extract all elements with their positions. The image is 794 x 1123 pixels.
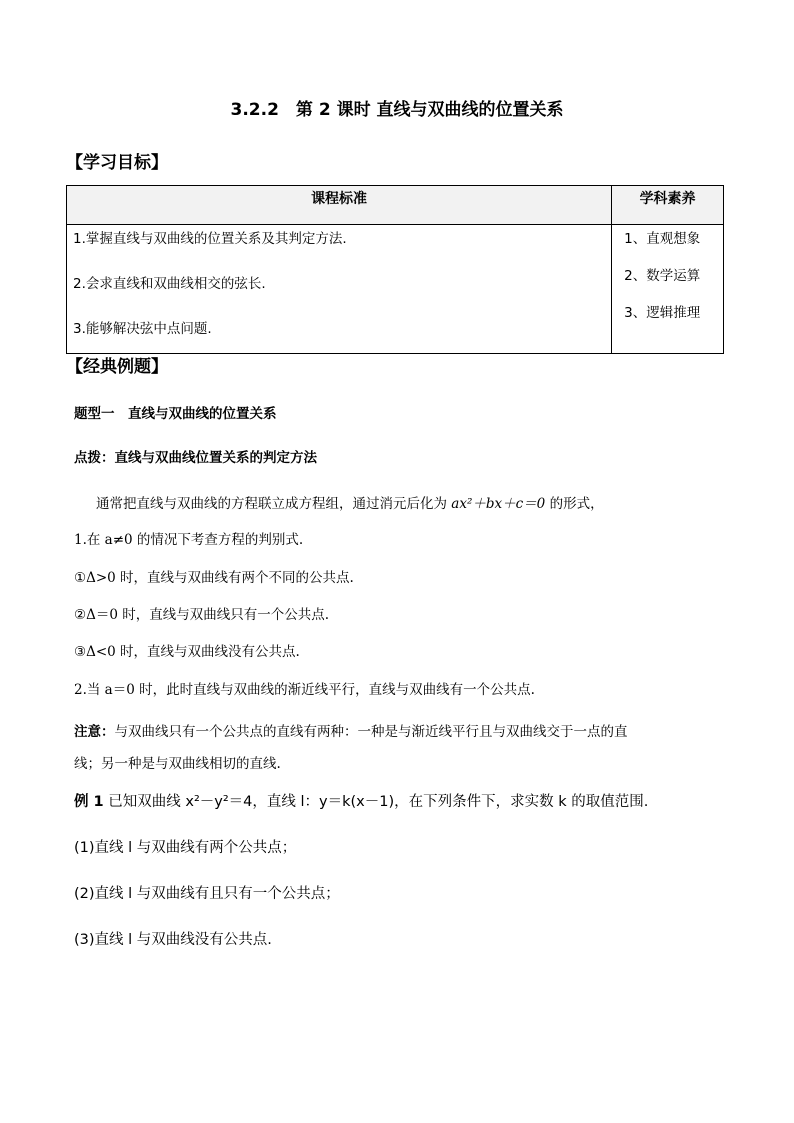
intro-line [96, 492, 604, 512]
note-line-1 [74, 720, 628, 740]
goals-table [66, 185, 724, 354]
literacy-item: 1、直观想象 [624, 231, 701, 247]
standard-item: 3.能够解决弦中点问题. [73, 321, 212, 337]
type1-title: 题型一 直线与双曲线的位置关系 [74, 406, 277, 422]
tip-title: 点拨：直线与双曲线位置关系的判定方法 [74, 450, 317, 466]
note-text-1: 与双曲线只有一个公共点的直线有两种：一种是与渐近线平行且与双曲线交于一点的直 [114, 724, 628, 740]
literacy-item: 3、逻辑推理 [624, 305, 701, 321]
literacy-item: 2、数学运算 [624, 268, 701, 284]
question-2: (2)直线 l 与双曲线有且只有一个公共点； [74, 886, 340, 902]
standards-cell [67, 225, 612, 354]
note-label: 注意： [74, 724, 115, 740]
note-line-2: 线；另一种是与双曲线相切的直线. [74, 756, 281, 772]
goals-heading: 【学习目标】 [66, 153, 168, 173]
header-standard: 课程标准 [67, 186, 612, 225]
standard-item: 2.会求直线和双曲线相交的弦长. [73, 276, 266, 292]
literacy-cell [612, 225, 724, 354]
question-1: (1)直线 l 与双曲线有两个公共点； [74, 840, 297, 856]
standard-item: 1.掌握直线与双曲线的位置关系及其判定方法. [73, 231, 347, 247]
examples-heading: 【经典例题】 [66, 357, 168, 377]
case1c: ③Δ<0 时，直线与双曲线没有公共点. [74, 644, 300, 660]
intro-formula: ax²＋bx＋c＝0 [451, 496, 546, 512]
example-1 [74, 790, 648, 811]
case1a: ①Δ>0 时，直线与双曲线有两个不同的公共点. [74, 570, 354, 586]
header-literacy: 学科素养 [612, 186, 724, 225]
case2: 2.当 a＝0 时，此时直线与双曲线的渐近线平行，直线与双曲线有一个公共点. [74, 682, 535, 698]
question-3: (3)直线 l 与双曲线没有公共点. [74, 932, 272, 948]
case1b: ②Δ＝0 时，直线与双曲线只有一个公共点. [74, 607, 330, 623]
page-title: 3.2.2 第 2 课时 直线与双曲线的位置关系 [230, 100, 564, 120]
example-label: 例 1 [74, 794, 104, 810]
example-text: 已知双曲线 x²－y²＝4，直线 l：y＝k(x－1)，在下列条件下，求实数 k 的取值范围. [108, 794, 649, 810]
case1: 1.在 a≠0 的情况下考查方程的判别式. [74, 532, 304, 548]
intro-tail: 的形式， [549, 496, 604, 512]
intro-text: 通常把直线与双曲线的方程联立成方程组，通过消元后化为 [96, 496, 447, 512]
